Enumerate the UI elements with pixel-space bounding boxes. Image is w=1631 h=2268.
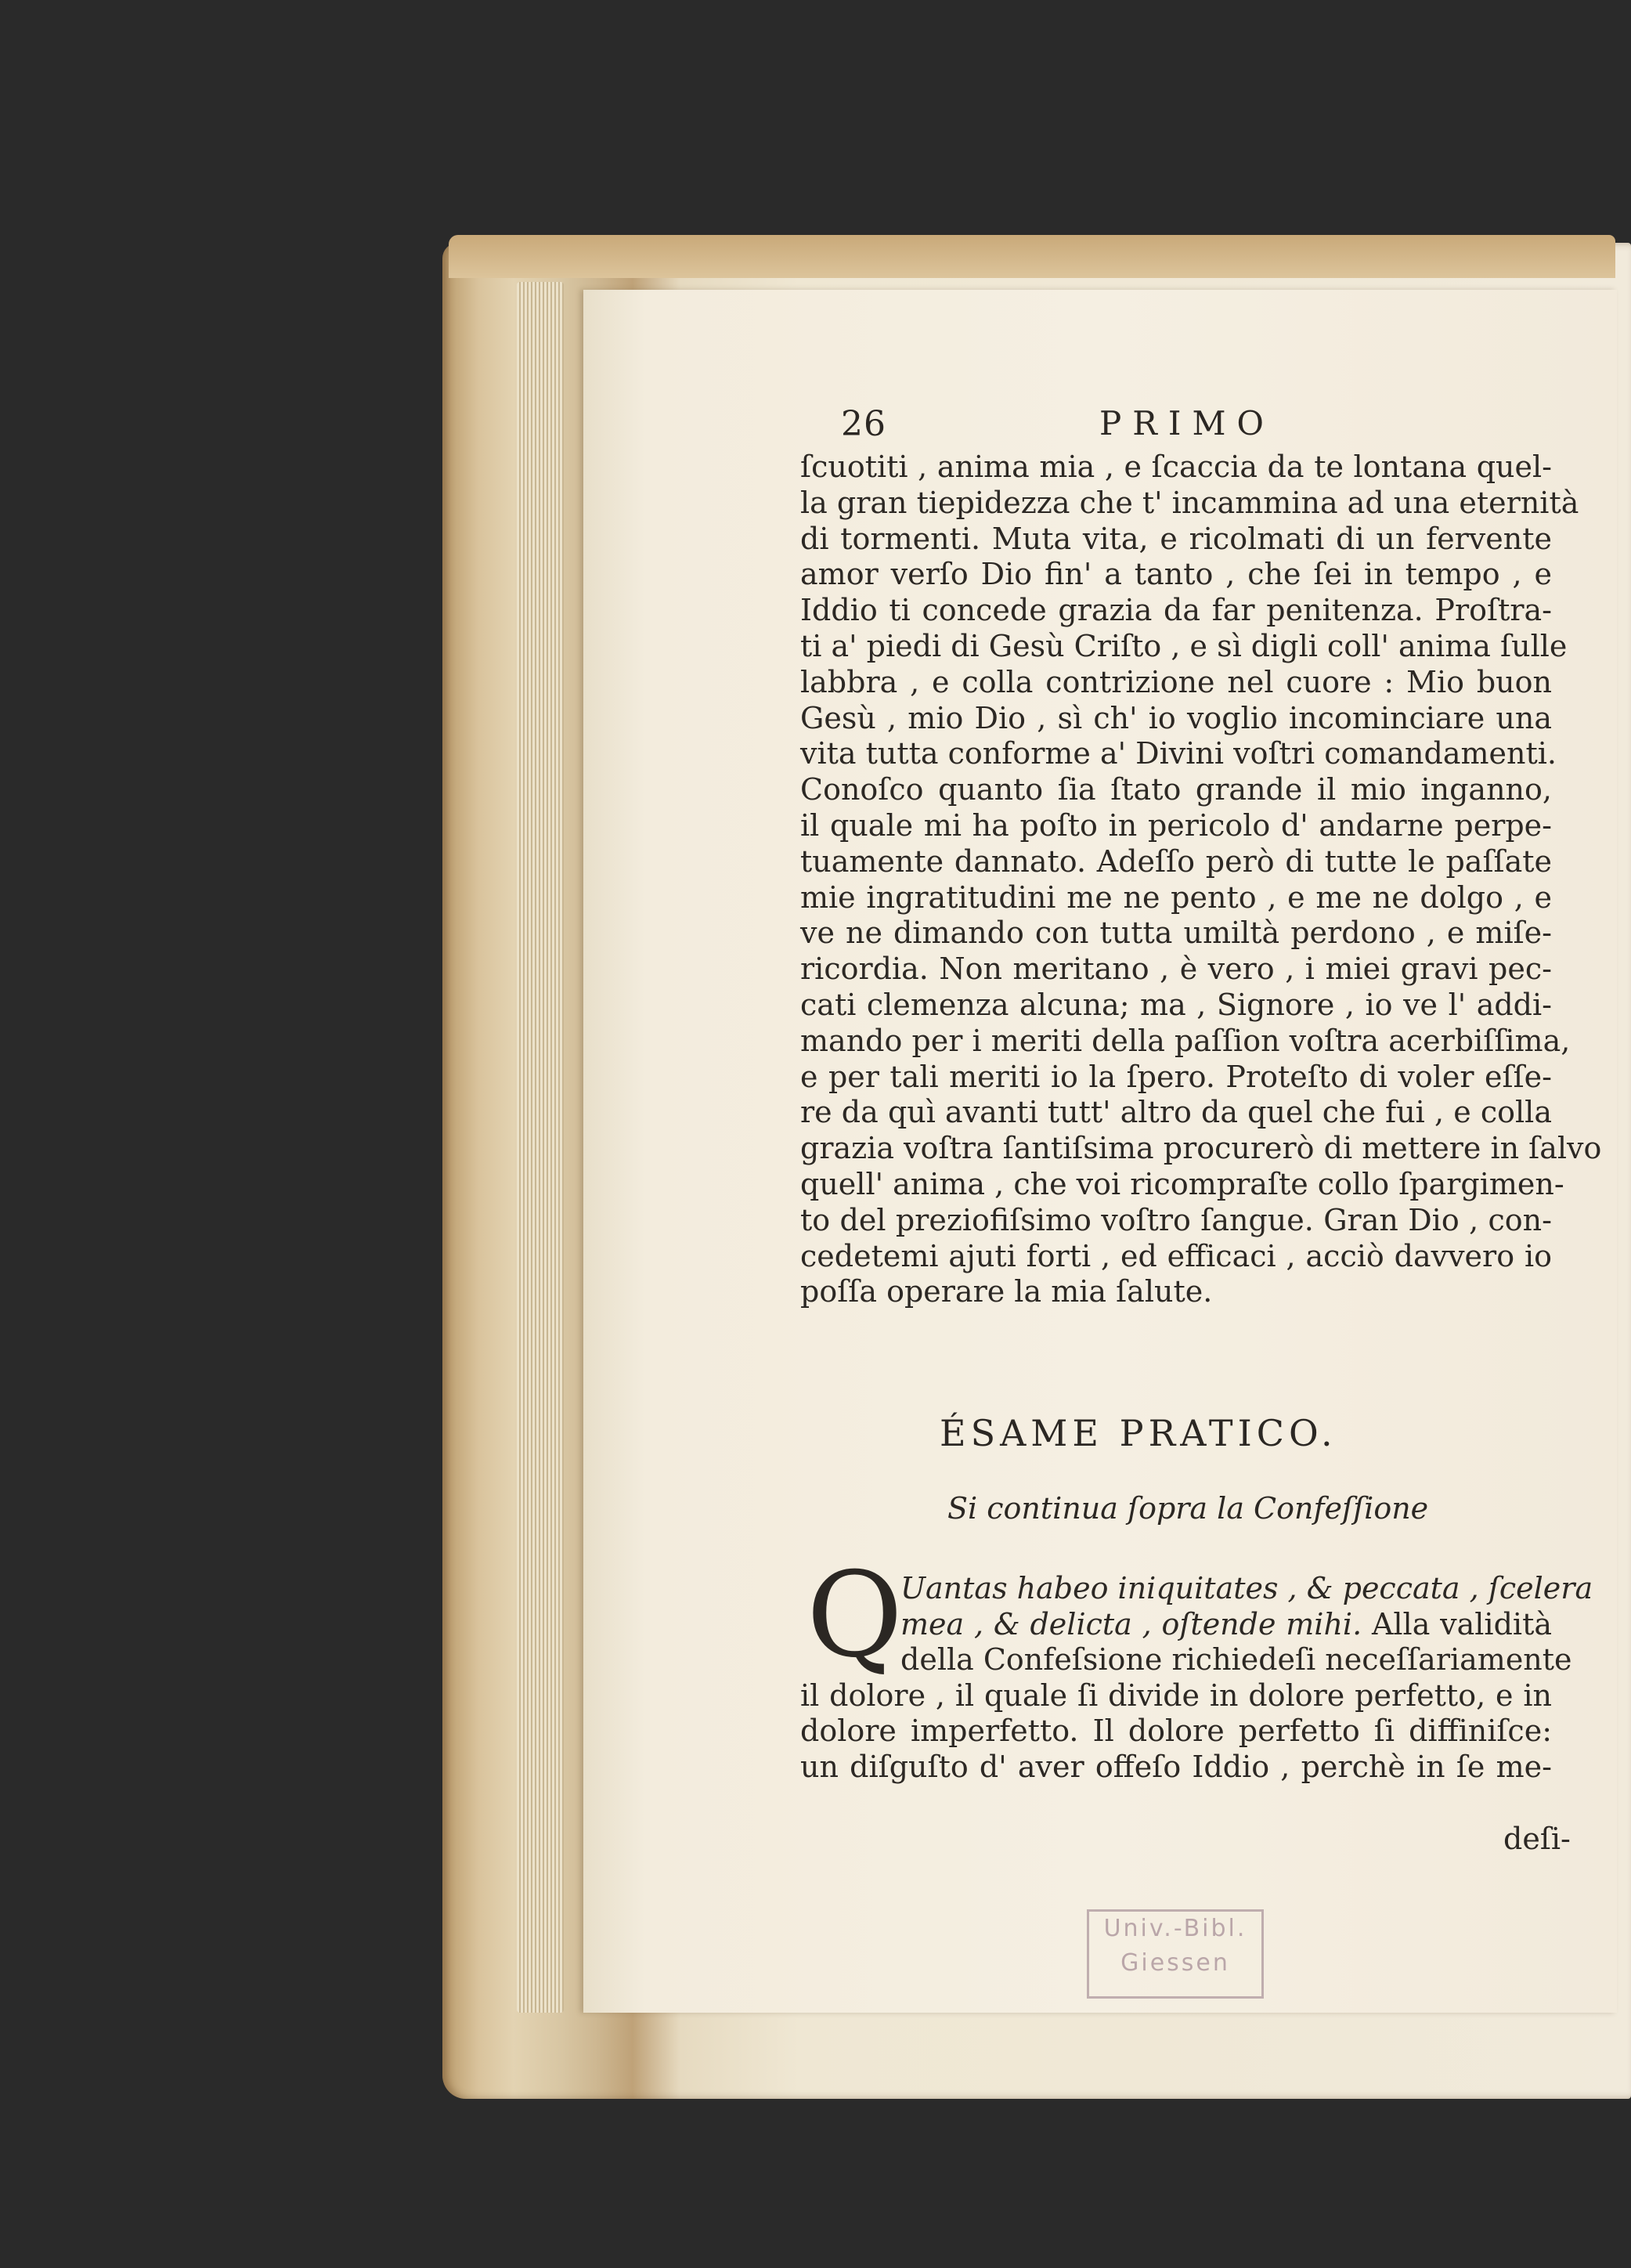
text-line: Gesù , mio Dio , sì ch' io voglio incominciare una	[800, 700, 1552, 735]
text-line: amor verſo Dio fin' a tanto , che ſei in tempo , e	[800, 557, 1552, 592]
text-line: poſſa operare la mia ſalute.	[800, 1274, 1213, 1309]
text-line: re da quì avanti tutt' altro da quel che fui , e colla	[800, 1095, 1552, 1130]
text-line: ricordia. Non meritano , è vero , i miei gravi pec-	[800, 952, 1552, 987]
text-line: quell' anima , che voi ricompraſte collo ſpargimen-	[800, 1166, 1564, 1201]
text-line: mie ingratitudini me ne pento , e me ne dolgo , e	[800, 879, 1552, 915]
text-line: vita tutta conforme a' Divini voſtri comandamenti.	[800, 736, 1557, 771]
text-run: Alla validità	[1362, 1606, 1552, 1641]
text-line: ve ne dimando con tutta umiltà perdono , e miſe-	[800, 916, 1552, 951]
stamp-line: Univ.-Bibl.	[1103, 1915, 1247, 1942]
text-line: Iddio ti concede grazia da far penitenza. Proſtra-	[800, 593, 1552, 628]
page-number: 26	[841, 404, 886, 444]
text-line: labbra , e colla contrizione nel cuore : Mio buon	[800, 664, 1552, 699]
text-line: la gran tiepidezza che t' incammina ad una eternità	[800, 485, 1579, 520]
section-title: ÉSAME PRATICO.	[940, 1412, 1337, 1454]
catchword: deſi-	[1503, 1822, 1571, 1856]
text-line: cati clemenza alcuna; ma , Signore , io ve l' addi-	[800, 987, 1552, 1022]
text-line: e per tali meriti io la ſpero. Proteſto di voler eſſe-	[800, 1059, 1552, 1094]
text-line	[800, 1607, 1552, 1643]
text-line: grazia voſtra ſantiſsima procurerò di mettere in ſalvo	[800, 1131, 1602, 1166]
text-line: mando per i meriti della paſſion voſtra acerbiſſima,	[800, 1023, 1571, 1058]
running-title: PRIMO	[1099, 404, 1275, 442]
text-line: il quale mi ha poſto in pericolo d' andarne perpe-	[800, 807, 1552, 843]
page-edges	[517, 282, 564, 2013]
text-line: un diſguſto d' aver offeſo Iddio , perchè in ſe me-	[800, 1749, 1552, 1784]
text-line: ſcuotiti , anima mia , e ſcaccia da te lontana quel-	[800, 450, 1552, 484]
text-line: Conoſco quanto ſia ſtato grande il mio inganno,	[800, 772, 1552, 807]
text-line: to del preziofiſsimo voſtro ſangue. Gran Dio , con-	[800, 1202, 1552, 1237]
page-header	[841, 404, 1546, 451]
latin-quote: mea , & delicta , oſtende mihi.	[900, 1606, 1362, 1641]
text-line: dolore imperfetto. Il dolore perfetto ſi diffiniſce:	[800, 1714, 1552, 1748]
text-line: ti a' piedi di Gesù Criſto , e sì digli coll' anima ſulle	[800, 628, 1568, 663]
second-paragraph	[800, 1571, 1593, 1785]
text-line: cedetemi ajuti forti , ed efficaci , acciò davvero io	[800, 1238, 1552, 1273]
body-text	[800, 450, 1602, 1310]
library-stamp	[1087, 1909, 1264, 1999]
drop-cap: Q	[806, 1548, 903, 1684]
section-subtitle: Si continua ſopra la Confeſſione	[947, 1491, 1429, 1526]
text-line: tuamente dannato. Adeſſo però di tutte le paſſate	[800, 843, 1552, 879]
text-line: Uantas habeo iniquitates , & peccata , ſcelera	[900, 1571, 1593, 1605]
text-line: di tormenti. Muta vita, e ricolmati di un fervente	[800, 521, 1552, 556]
stamp-line: Giessen	[1120, 1949, 1230, 1977]
book-cover-top-edge	[449, 235, 1615, 278]
text-line: il dolore , il quale ſi divide in dolore perfetto, e in	[800, 1678, 1552, 1713]
text-line: della Confeſsione richiedeſi neceſſariamente	[900, 1642, 1572, 1677]
